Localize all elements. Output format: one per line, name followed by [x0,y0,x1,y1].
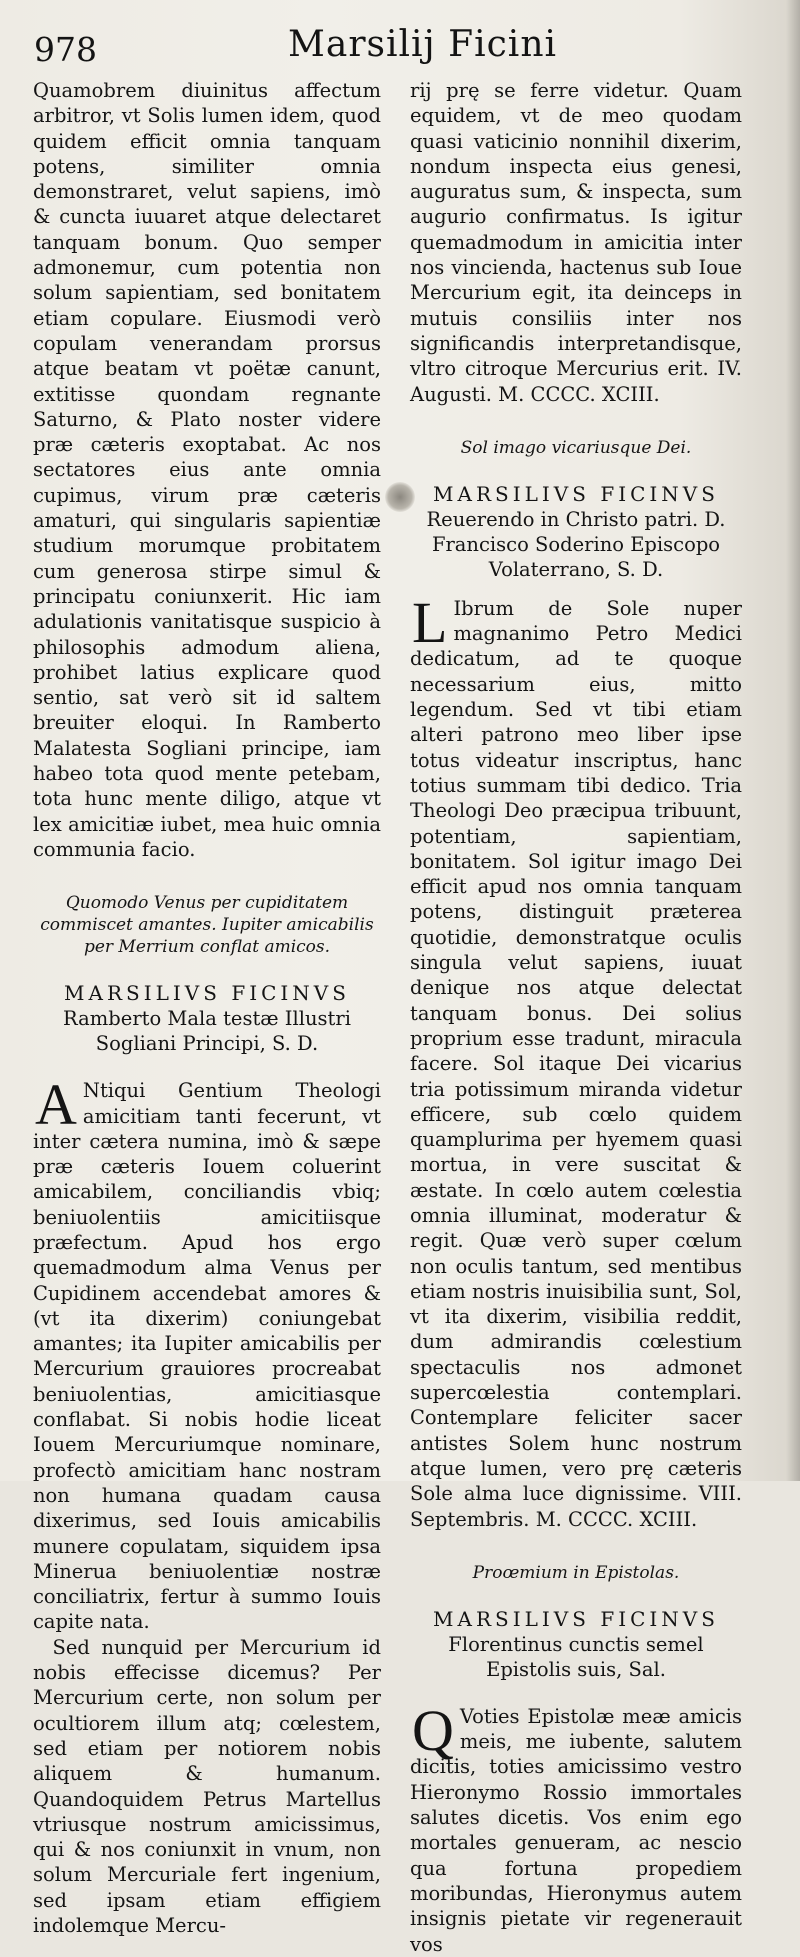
running-title: Marsilij Ficini [288,24,558,65]
dedication: Ramberto Mala testæ Illustri Sogliani Principi, S. D. [63,1007,351,1056]
paragraph: Ibrum de Sole nuper magnanimo Petro Medici dedicatum, ad te quoque necessarium eius, mitto legendum. Sed vt tibi etiam alteri patrono meo liber ipse totus videatur inscriptus, hanc totius summam tibi dedico. Tria Theologi Deo præcipua tribuunt, potentiam, sapientiam, bonitatem. Sol igitur imago Dei efficit apud nos omnia tanquam potens, distinguit præterea quotidie, demonstratque oculis singula velut sapiens, iuuat denique nos atque delectat tanquam bonus. Dei solius proprium esse tradunt, miracula facere. Sol itaque Dei vicarius tria potissimum miranda videtur efficere, sub cœlo quidem quamplurima per hyemem quasi mortua, in vere suscitat & æstate. In cœlo autem cœlestia omnia illuminat, moderatur & regit. Quæ verò super cœlum non oculis tantum, sed mentibus etiam nostris inuisibilia sunt, Sol, vt ita dixerim, visibilia reddit, dum admirandis cœlestium spectaculis nos admonet supercœlestia contemplari. Contemplare feliciter sacer antistes Solem hunc nostrum atque lumen, vero prę cæteris Sole alma luce dignissime. VIII. Septembris. M. CCCC. XCIII. [410,596,742,1531]
page-edge-shadow [786,0,800,1481]
paragraph: Quamobrem diuinitus affectum arbitror, vt Solis lumen idem, quod quidem efficit omnia tanquam potens, similiter omnia demonstraret, velut sapiens, imò & cuncta iuuaret atque delectaret tanquam bonum. Quo semper admonemur, cum potentia non solum sapientiam, sed bonitatem etiam copulare. Eiusmodi verò copulam venerandam prorsus atque beatam vt poëtæ canunt, extitisse quondam regnante Saturno, & Plato noster videre præ cæteris exoptabat. Ac nos sectatores eius ante omnia cupimus, virum præ cæteris amaturi, qui singularis sapientiæ studium morumque probitatem cum generosa stirpe simul & principatu coniunxerit. Hic iam adulationis vanitatisque suspicio à philosophis admodum aliena, prohibet latius explicare quod sentio, sat verò sit id saltem breuiter eloqui. In Ramberto Malatesta Sogliani principe, iam habeo tota quod mente petebam, tota hunc mente diligo, atque vt lex amicitiæ iubet, mea huic omnia communia facio. [33,79,381,861]
author-heading: MARSILIVS FICINVS [64,981,350,1006]
dedication: Reuerendo in Christo patri. D. Francisco Soderino Episcopo Volaterrano, S. D. [426,507,726,581]
dedication: Florentinus cunctis semel Epistolis suis, Sal. [448,1632,704,1681]
left-column [33,78,381,1938]
right-column [410,78,742,1957]
letter-opening [410,1697,742,1957]
page-number: 978 [34,30,97,69]
author-heading: MARSILIVS FICINVS [433,481,719,506]
paragraph: Voties Epistolæ meæ amicis meis, me iubente, salutem dicitis, toties amicissimo vestro Hieronymo Rossio immortales salutes dicetis. Vos enim ego mortales genueram, ac nescio qua fortuna propediem moribundas, Hieronymus autem insignis pietate vir regenerauit vos [410,1704,742,1956]
drop-capital: Q [412,1697,454,1763]
paragraph: Sed nunquid per Mercurium id nobis effecisse dicemus? Per Mercurium certe, non solum per ocultiorem illum atq; cœlestem, sed etiam per notiorem nobis aliquem & humanum. Quandoquidem Petrus Martellus vtriusque nostrum amicissimus, qui & nos coniunxit in vnum, non solum Mercuriale fert ingenium, sed ipsam etiam effigiem indolemque Mercu- [33,1635,381,1937]
author-heading: MARSILIVS FICINVS [433,1606,719,1631]
section-rubric: Quomodo Venus per cupiditatem commiscet amantes. Iupiter amicabilis per Merrium conflat amicos. [40,893,374,958]
paragraph: Ntiqui Gentium Theologi amicitiam tanti fecerunt, vt inter cætera numina, imò & sæpe præ cæteris Iouem coluerint amicabilem, conciliandis vbiq; beniuolentiis amicitiisque præfectum. Apud hos ergo quemadmodum alma Venus per Cupidinem accendebat amores & (vt ita dixerim) coniungebat amantes; ita Iupiter amicabilis per Mercurium grauiores procreabat beniuolentias, amicitiasque conflabat. Si nobis hodie liceat Iouem Mercuriumque nominare, profectò amicitiam hanc nostram non humana quadam causa dixerimus, sed Iouis amicabilis munere copulatam, siquidem ipsa Minerua beniuolentiæ nostræ conciliatrix, fertur à summo Iouis capite nata. [33,1079,381,1634]
letter-opening [410,589,742,1532]
section-rubric: Proœmium in Epistolas. [472,1562,680,1583]
letter-opening [33,1072,381,1635]
paragraph: rij prę se ferre videtur. Quam equidem, vt de meo quodam quasi vaticinio nonnihil dixerim, nondum inspecta eius genesi, auguratus sum, & inspecta, sum augurio confirmatus. Is igitur quemadmodum in amicitia inter nos vincienda, hactenus sub Ioue Mercurium egit, ita deinceps in mutuis consiliis inter nos significandis interpretandisque, vltro citroque Mercurius erit. IV. Augusti. M. CCCC. XCIII. [410,79,742,406]
drop-capital: L [412,589,448,655]
section-rubric: Sol imago vicariusque Dei. [460,437,692,458]
drop-capital: A [35,1072,77,1138]
